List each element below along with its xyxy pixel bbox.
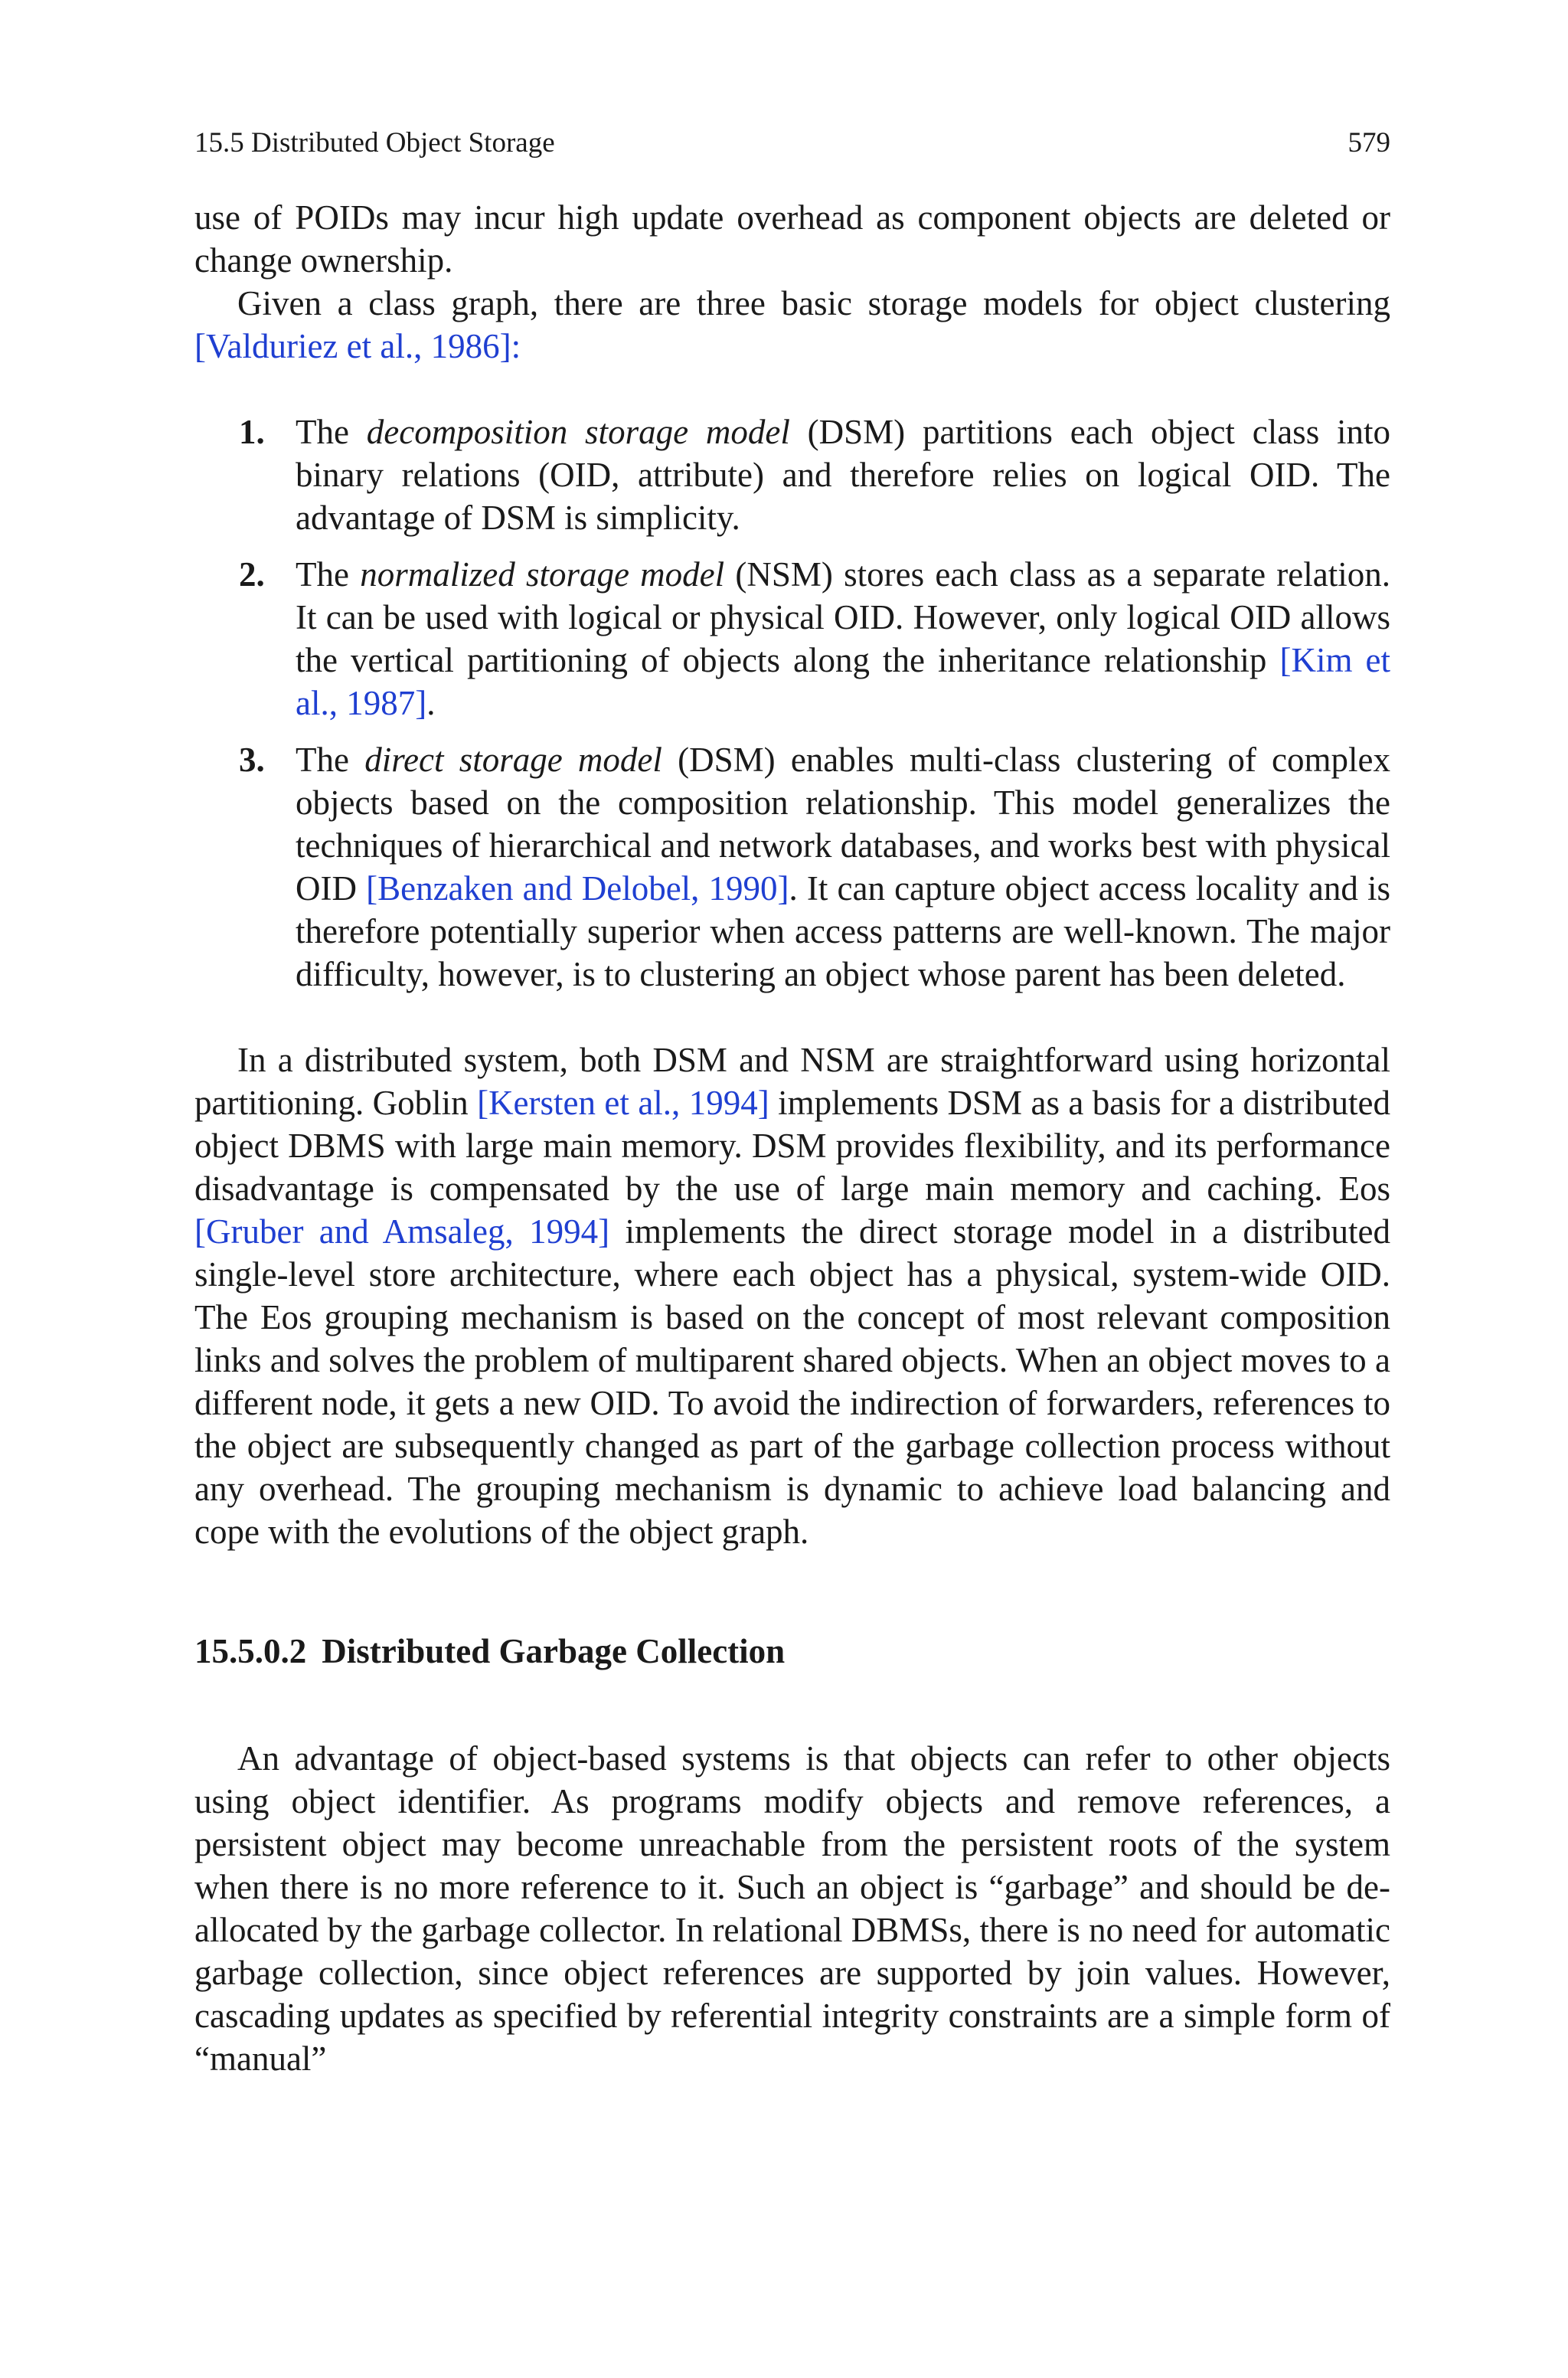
paragraph-text: Given a class graph, there are three basic storage models for object clustering: [237, 284, 1390, 322]
list-text: (DSM) enables multi-class clustering of complex objects based on the composition relationship. This model generalizes the techniques of hierarchical and network databases, and works best with physical OID: [296, 741, 1390, 908]
list-number: 2.: [239, 555, 265, 594]
citation-kim-1987[interactable]: [Kim et al., 1987]: [296, 641, 1390, 722]
paragraph-continued: use of POIDs may incur high update overhead as component objects are deleted or change ownership.: [194, 198, 1390, 280]
list-item-dsm: [194, 411, 1390, 539]
paragraph-distributed-system: [194, 1039, 1390, 1553]
list-text: The: [296, 413, 367, 451]
paragraph-garbage-collection: An advantage of object-based systems is that objects can refer to other objects using object identifier. As programs modify objects and remove references, a persistent object may become unreachable from the persistent roots of the system when there is no more reference to it. Such an object is “garbage” and should be de-allocated by the garbage collector. In relational DBMSs, there is no need for automatic garbage collection, since object references are supported by join values. However, cascading updates as specified by referential integrity constraints are a simple form of “manual”: [194, 1739, 1390, 2078]
list-number: 1.: [239, 413, 265, 451]
citation-valduriez-1986[interactable]: [Valduriez et al., 1986]: [194, 327, 511, 365]
section-title: Distributed Garbage Collection: [322, 1632, 786, 1670]
list-text: .: [426, 684, 436, 722]
body-text: [194, 196, 1390, 2080]
page-number: 579: [1348, 127, 1390, 159]
running-head: [194, 124, 1390, 162]
citation-benzaken-1990[interactable]: [Benzaken and Delobel, 1990]: [366, 869, 789, 908]
list-text: . It can capture object access locality and is therefore potentially superior when access patterns are well-known. The major difficulty, however, is to clustering an object whose parent has been deleted.: [296, 869, 1390, 993]
paragraph-text: In a distributed system, both DSM and NSM are straightforward using horizontal partitioning. Goblin: [194, 1041, 1390, 1122]
list-term: decomposition storage model: [366, 413, 790, 451]
citation-kersten-1994[interactable]: [Kersten et al., 1994]: [477, 1084, 769, 1122]
list-item-direct: [194, 738, 1390, 996]
list-number: 3.: [239, 741, 265, 779]
citation-gruber-1994[interactable]: [Gruber and Amsaleg, 1994]: [194, 1212, 610, 1251]
list-text: (NSM) stores each class as a separate relation. It can be used with logical or physical OID. However, only logical OID allows the vertical partitioning of objects along the inheritance relationship: [296, 555, 1390, 679]
list-term: normalized storage model: [360, 555, 725, 594]
list-item-nsm: [194, 553, 1390, 725]
running-head-section: 15.5 Distributed Object Storage: [194, 127, 555, 159]
paragraph-text: implements the direct storage model in a distributed single-level store architecture, where each object has a physical, system-wide OID. The Eos grouping mechanism is based on the concept of most relevant composition links and solves the problem of multiparent shared objects. When an object moves to a different node, it gets a new OID. To avoid the indirection of forwarders, references to the object are subsequently changed as part of the garbage collection process without any overhead. The grouping mechanism is dynamic to achieve load balancing and cope with the evolutions of the object graph.: [194, 1212, 1390, 1551]
section-heading: [194, 1630, 1390, 1673]
list-text: The: [296, 555, 361, 594]
list-text: The: [296, 741, 365, 779]
list-text: (DSM) partitions each object class into binary relations (OID, attribute) and therefore relies on logical OID. The advantage of DSM is simplicity.: [296, 413, 1391, 537]
citation-suffix: :: [511, 327, 521, 365]
paragraph-text: implements DSM as a basis for a distributed object DBMS with large main memory. DSM provides flexibility, and its performance disadvantage is compensated by the use of large main memory and caching. Eos: [194, 1084, 1390, 1208]
storage-model-list: [194, 411, 1390, 996]
section-number: 15.5.0.2: [194, 1632, 307, 1670]
paragraph-storage-models: [194, 282, 1390, 368]
list-term: direct storage model: [364, 741, 662, 779]
